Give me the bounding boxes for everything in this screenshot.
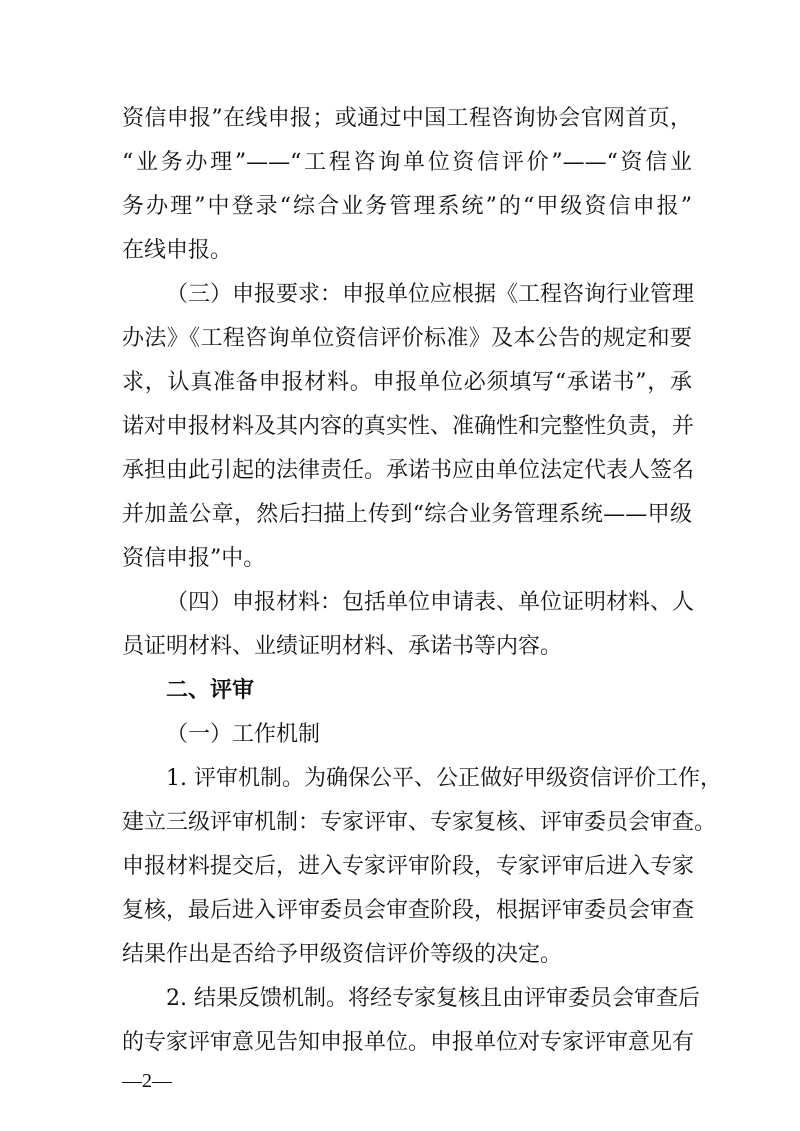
text-line: 1. 评审机制。为确保公平、公正做好甲级资信评价工作，: [166, 766, 722, 791]
text-line: 在线申报。: [122, 238, 233, 263]
section-heading: 二、评审: [166, 678, 255, 703]
text-line: 承担由此引起的法律责任。承诺书应由单位法定代表人签名: [122, 458, 695, 483]
text-line: 诺对申报材料及其内容的真实性、准确性和完整性负责，并: [122, 414, 695, 439]
subsection-heading: （一）工作机制: [166, 722, 321, 747]
text-line: （三）申报要求：申报单位应根据《工程咨询行业管理: [166, 282, 695, 307]
text-line: 结果作出是否给予甲级资信评价等级的决定。: [122, 942, 563, 967]
text-line: 复核，最后进入评审委员会审查阶段，根据评审委员会审查: [122, 898, 695, 923]
text-line: 资信申报”中。: [122, 546, 266, 571]
text-line: （四）申报材料：包括单位申请表、单位证明材料、人: [166, 590, 695, 615]
text-line: 并加盖公章，然后扫描上传到“综合业务管理系统——甲级: [122, 502, 692, 527]
text-line: 建立三级评审机制：专家评审、专家复核、评审委员会审查。: [122, 810, 717, 835]
text-line: 求，认真准备申报材料。申报单位必须填写“承诺书”，承: [122, 370, 692, 395]
text-line: 资信申报”在线申报；或通过中国工程咨询协会官网首页，: [122, 106, 692, 131]
text-line: 员证明材料、业绩证明材料、承诺书等内容。: [122, 634, 563, 659]
text-line: “业务办理”——“工程咨询单位资信评价”——“资信业: [122, 150, 692, 175]
page-number: —2—: [122, 1070, 172, 1092]
text-line: 务办理”中登录“综合业务管理系统”的“甲级资信申报”: [122, 194, 692, 219]
text-line: 2. 结果反馈机制。将经专家复核且由评审委员会审查后: [166, 986, 700, 1011]
text-line: 的专家评审意见告知申报单位。申报单位对专家评审意见有: [122, 1030, 695, 1055]
text-line: 办法》《工程咨询单位资信评价标准》及本公告的规定和要: [122, 326, 692, 351]
text-line: 申报材料提交后，进入专家评审阶段，专家评审后进入专家: [122, 854, 695, 879]
